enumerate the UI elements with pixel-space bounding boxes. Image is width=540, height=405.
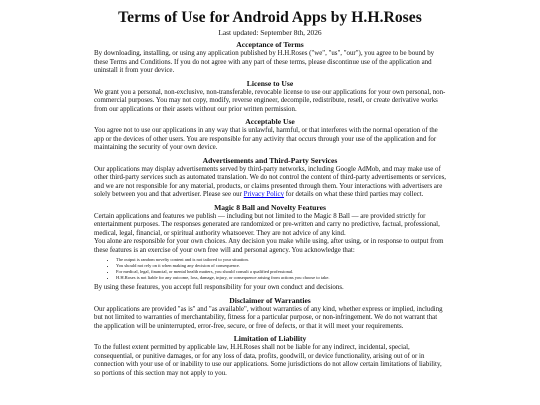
ads-text-after: for details on what these third parties may collect. <box>284 191 424 198</box>
section-paragraph: By downloading, installing, or using any application published by H.H.Roses ("we", "us", "our"), you agree to be bound by these Terms and Conditions. If you do not agree with any part of these terms, please discontinue use of the application and uninstall it from your device. <box>94 50 435 74</box>
section-advertisements <box>94 156 446 200</box>
section-paragraph: Certain applications and features we publish — including but not limited to the Magic 8 Ball — are provided strictly for entertainment purposes. The responses generated are randomized or pre-written and carry no predictive, factual, professional, medical, legal, financial, or spiritual authority whatsoever. They are not advice of any kind. <box>94 212 440 237</box>
list-item: • For medical, legal, financial, or mental health matters, you should consult a qualified professional. <box>116 269 446 275</box>
section-heading: Magic 8 Ball and Novelty Features <box>214 202 326 212</box>
section-disclaimer <box>94 296 446 332</box>
section-license <box>94 79 446 115</box>
list-item: • You should not rely on it when making any decision of consequence. <box>116 263 446 269</box>
privacy-policy-link[interactable]: Privacy Policy <box>243 191 285 198</box>
section-paragraph: You agree not to use our applications in any way that is unlawful, harmful, or that interferes with the normal operation of the app or the devices of other users. You are responsible for any activity that occurs through your use of the application and for maintaining the security of your own device. <box>94 127 438 151</box>
section-paragraph: By using these features, you accept full responsibility for your own conduct and decisions. <box>94 284 344 291</box>
section-limitation <box>94 334 446 378</box>
section-paragraph: We grant you a personal, non-exclusive, non-transferable, revocable license to use our applications for your own personal, non-commercial purposes. You may not copy, modify, reverse engineer, decompile, redistribute, resell, or create derivative works from our applications or their assets without our prior written permission. <box>94 88 446 113</box>
section-paragraph: To the fullest extent permitted by applicable law, H.H.Roses shall not be liable for any indirect, incidental, special, consequential, or punitive damages, or for any loss of data, profits, goodwill, or device functionality, arising out of or in connection with your use of or inability to use our applications. Some jurisdictions do not allow certain limitations of liability, so portions of this section may not apply to you. <box>94 344 442 377</box>
section-paragraph: Our applications are provided "as is" and "as available", without warranties of any kind, whether express or implied, including but not limited to warranties of merchantability, fitness for a particular purpose, or non-infringement. We do not warrant that the application will be uninterrupted, error-free, secure, or free of defects, or that it will meet your requirements. <box>94 305 443 330</box>
page-title: Terms of Use for Android Apps by H.H.Roses <box>118 9 422 26</box>
last-updated: Last updated: September 8th, 2026 <box>218 28 322 37</box>
section-heading: Acceptance of Terms <box>236 40 304 49</box>
acknowledgement-list <box>94 257 446 281</box>
section-paragraph <box>94 166 446 200</box>
document-body <box>94 0 446 378</box>
section-heading: License to Use <box>246 78 294 88</box>
section-magic-8-ball <box>94 203 446 293</box>
section-heading: Limitation of Liability <box>233 334 307 343</box>
section-acceptance <box>94 40 446 76</box>
section-paragraph: You alone are responsible for your own choices. Any decision you make while using, after using, or in response to output from these features is an exercise of your own free will and personal agency. You acknowledge that: <box>94 238 444 254</box>
section-heading: Acceptable Use <box>245 117 295 126</box>
section-heading: Advertisements and Third-Party Services <box>202 155 338 165</box>
section-acceptable-use <box>94 117 446 153</box>
list-item: • The output is random novelty content and is not tailored to your situation. <box>116 257 446 263</box>
section-heading: Disclaimer of Warranties <box>229 295 311 305</box>
ads-text-before: Our applications may display advertisements served by third-party networks, including Google AdMob, and may make use of other third-party services such as automated translation. We do not control the content of third-party advertisements or services, and we are not responsible for any material, products, or claims presented through them. Your interactions with advertisers are solely between you and that advertiser. Please see our <box>94 165 446 198</box>
list-item: • H.H.Roses is not liable for any outcome, loss, damage, injury, or consequence arising from actions you choose to take. <box>116 275 446 281</box>
